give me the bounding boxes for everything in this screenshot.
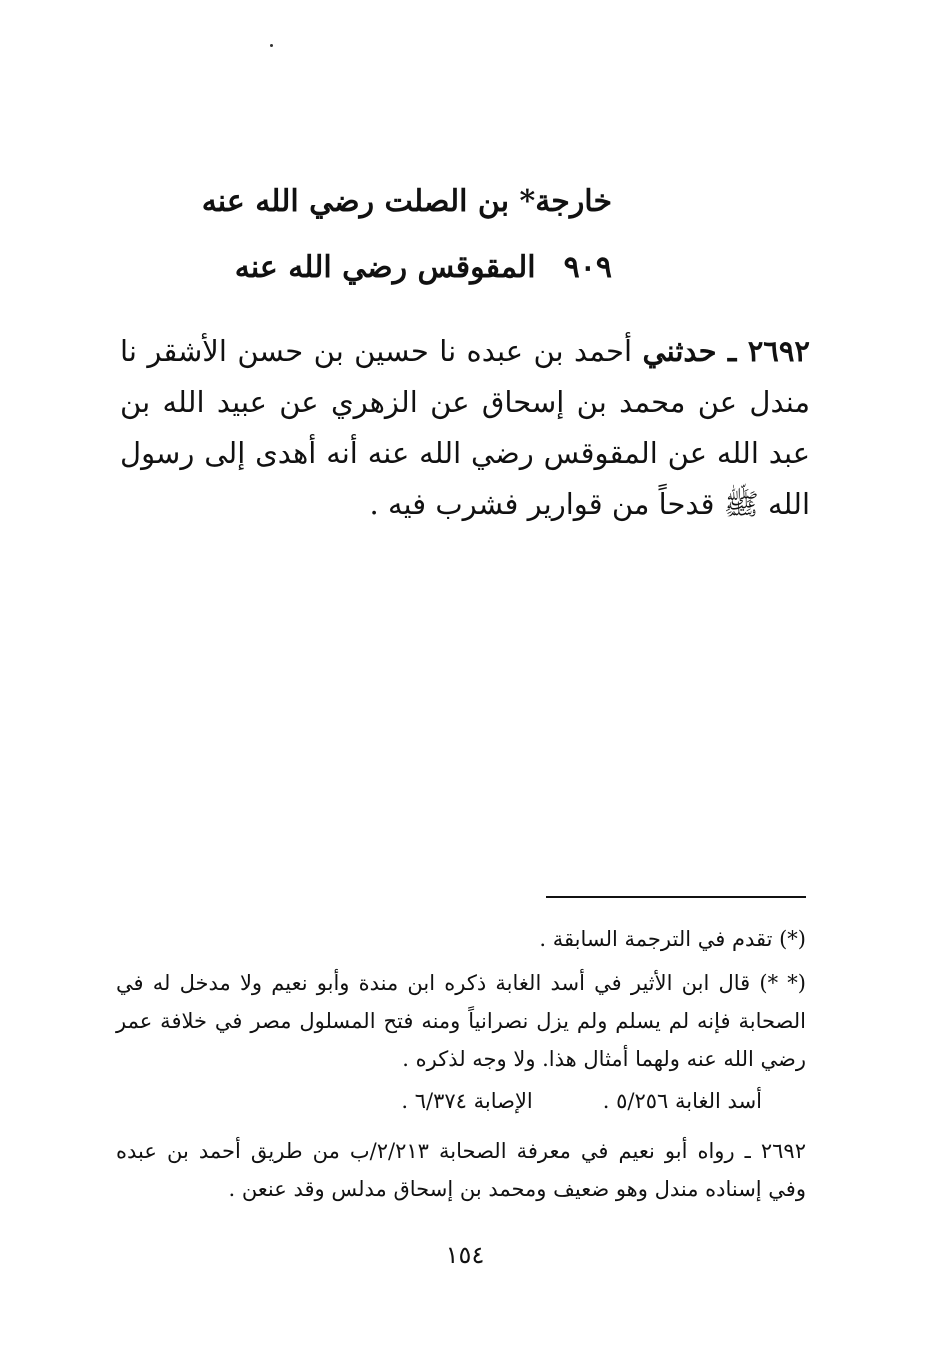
entry-heading [235,248,612,288]
hadith-text [120,326,810,530]
footnote-divider [546,896,806,898]
footnote-1: (*) تقدم في الترجمة السابقة . [539,927,806,951]
footnote-2: (* *) قال ابن الأثير في أسد الغابة ذكره ابن مندة وأبو نعيم ولا مدخل له في الصحابة فإنه لم يسلم ولم يزل نصرانياً ومنه فتح المسلول مصر في خلافة عمر رضي الله عنه ولهما أمثال هذا. ولا وجه لذكره . [116,971,806,1071]
footnote-references [116,1082,806,1120]
reference-al-isaba: الإصابة ٦/٣٧٤ . [401,1089,533,1113]
page-number: ١٥٤ [445,1241,485,1269]
footnote-3: ٢٦٩٢ ـ رواه أبو نعيم في معرفة الصحابة ٢/٢١٣/ب من طريق أحمد بن عبده وفي إسناده مندل وهو ضعيف ومحمد بن إسحاق مدلس وقد عنعن . [116,1139,806,1201]
previous-entry-title [202,182,612,222]
previous-entry-title-text: خارجة* بن الصلت رضي الله عنه [201,184,612,219]
scan-speck [270,44,273,47]
hadith-body: أحمد بن عبده نا حسين بن حسن الأشقر نا مندل عن محمد بن إسحاق عن الزهري عن عبيد الله بن عبد الله عن المقوقس رضي الله عنه أنه أهدى إلى رسول الله ﷺ قدحاً من قوارير فشرب فيه . [120,334,810,521]
entry-number: ٩٠٩ [563,250,612,285]
entry-title: المقوقس رضي الله عنه [234,250,536,285]
reference-usd-al-ghaba: أسد الغابة ٥/٢٥٦ . [602,1089,762,1113]
footnotes [116,920,806,1208]
hadith-lead: ٢٦٩٢ ـ حدثني [642,334,810,368]
